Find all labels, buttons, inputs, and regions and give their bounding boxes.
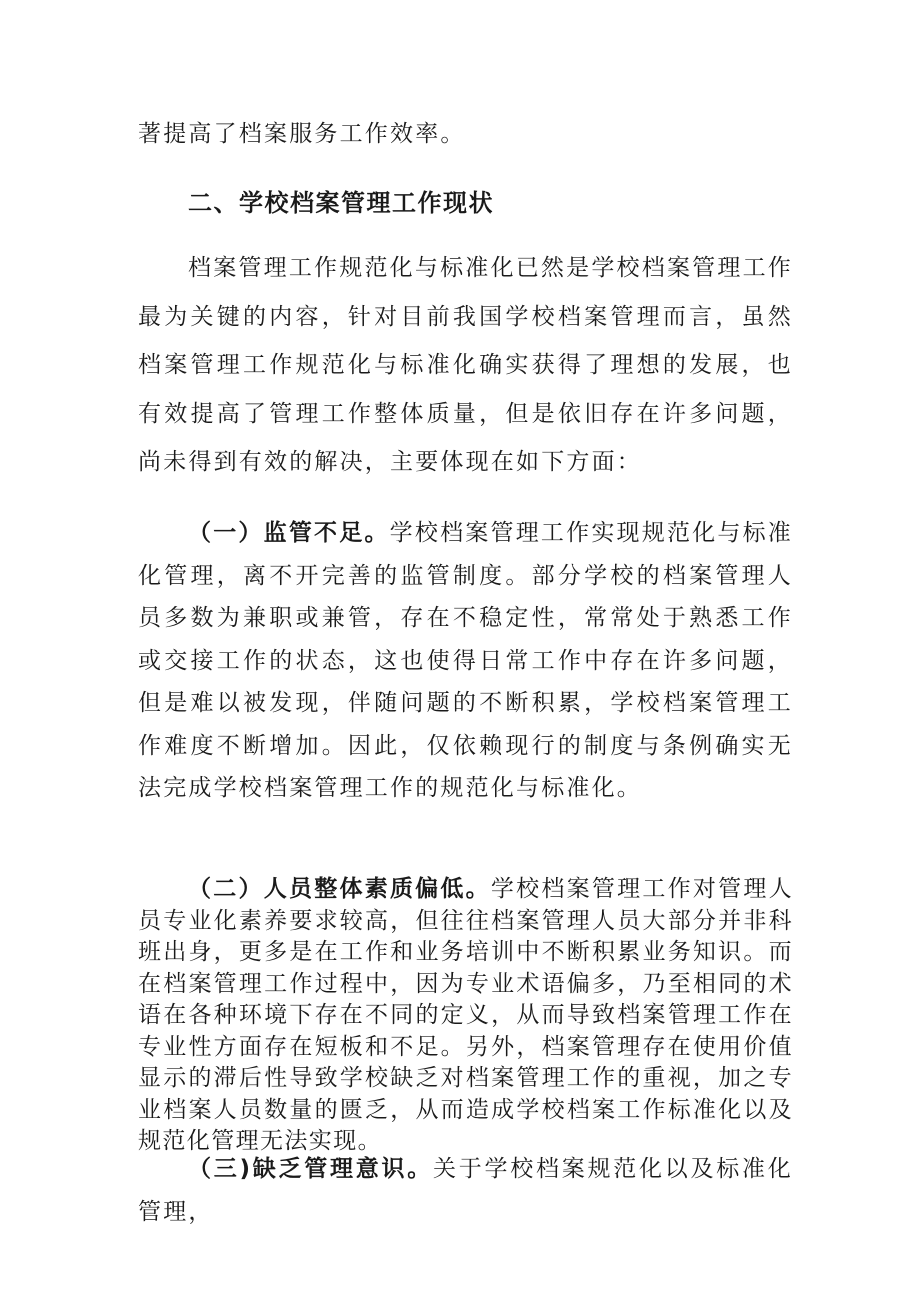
continuation-paragraph xyxy=(138,110,793,159)
item-paragraph-3 xyxy=(138,1148,793,1233)
section-heading: 二、学校档案管理工作现状 xyxy=(188,189,494,217)
item-title-3: （三)缺乏管理意识。 xyxy=(188,1156,434,1182)
intro-text: 档案管理工作规范化与标准化已然是学校档案管理工作最为关键的内容，针对目前我国学校档案管理而言，虽然档案管理工作规范化与标准化确实获得了理想的发展，也有效提高了管理工作整体质量，但是依旧存在许多问题，尚未得到有效的解决，主要体现在如下方面： xyxy=(138,255,793,475)
item-paragraph-1 xyxy=(138,512,793,810)
intro-paragraph xyxy=(138,244,793,487)
item-body-3: 关于学校档案规范化以及标准化管理， xyxy=(138,1156,793,1225)
item-title-1: （一）监管不足。 xyxy=(188,520,390,546)
item-body-1: 学校档案管理工作实现规范化与标准化管理，离不开完善的监管制度。部分学校的档案管理人员多数为兼职或兼管，存在不稳定性，常常处于熟悉工作或交接工作的状态，这也使得日常工作中存在许多问题，但是难以被发现，伴随问题的不断积累，学校档案管理工作难度不断增加。因此，仅依赖现行的制度与条例确实无法完成学校档案管理工作的规范化与标准化。 xyxy=(138,520,793,801)
item-body-2: 学校档案管理工作对管理人员专业化素养要求较高，但往往档案管理人员大部分并非科班出身，更多是在工作和业务培训中不断积累业务知识。而在档案管理工作过程中，因为专业术语偏多，乃至相同的术语在各种环境下存在不同的定义，从而导致档案管理工作在专业性方面存在短板和不足。另外，档案管理存在使用价值显示的滞后性导致学校缺乏对档案管理工作的重视，加之专业档案人员数量的匮乏，从而造成学校档案工作标准化以及规范化管理无法实现。 xyxy=(138,876,793,1154)
continuation-text: 著提高了档案服务工作效率。 xyxy=(138,121,466,147)
item-title-2: （二）人员整体素质偏低。 xyxy=(188,876,491,902)
item-paragraph-2 xyxy=(138,874,793,1158)
